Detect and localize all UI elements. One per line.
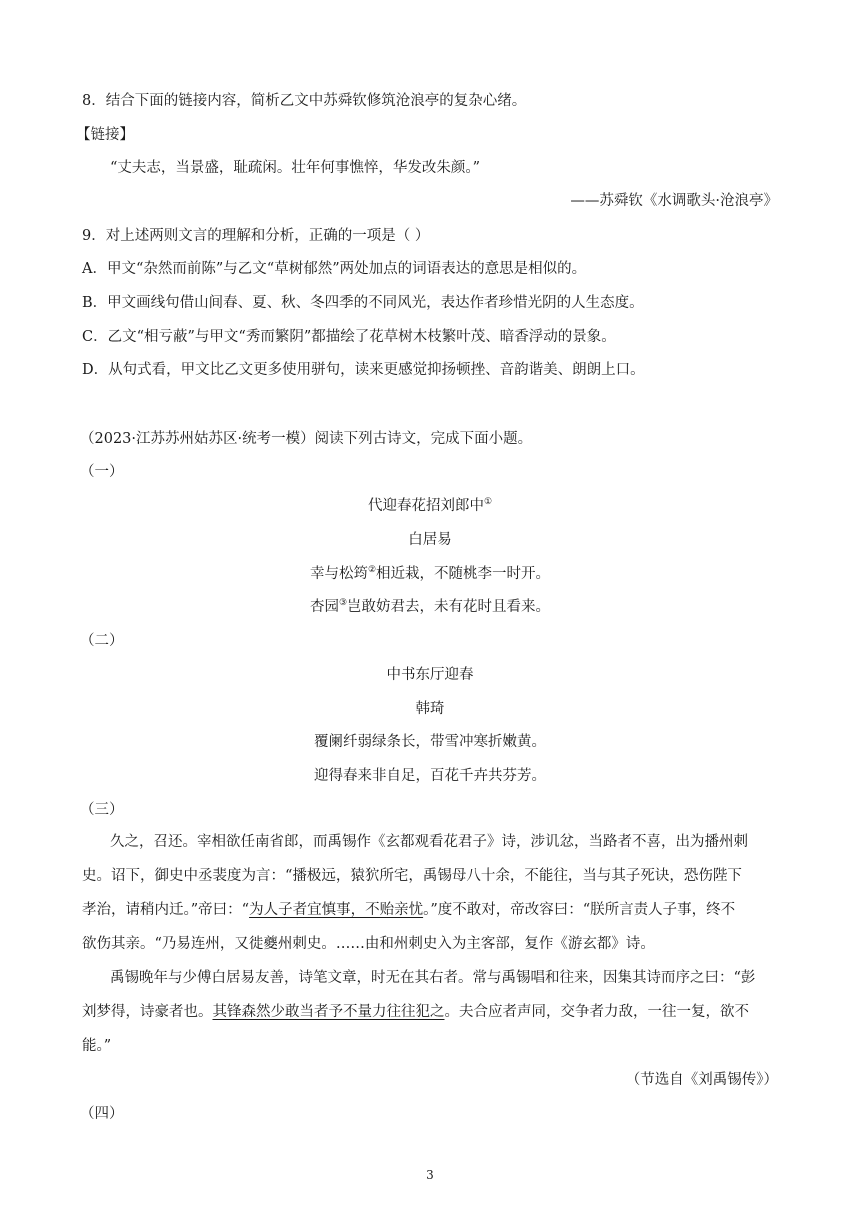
link-source: ——苏舜钦《水调歌头·沧浪亭》 (570, 193, 778, 209)
passage-p1-line-4: 欲伤其亲。“乃易连州，又徙夔州刺史。……由和州刺史入为主客部，复作《游玄都》诗。 (82, 936, 655, 952)
section-intro: （2023·江苏苏州姑苏区·统考一模）阅读下列古诗文，完成下面小题。 (80, 431, 533, 447)
passage-p2-line-3: 能。” (82, 1038, 112, 1054)
poem-1-line-1: 幸与松筠②相近栽，不随桃李一时开。 (309, 565, 551, 582)
link-quote: “丈夫志，当景盛，耻疏闲。壮年何事憔悴，华发改朱颜。” (110, 160, 481, 176)
passage-p1-line-3: 孝治，请稍内迁。”帝曰：“为人子者宜慎事，不贻亲忧。”度不敢对，帝改容曰：“朕所言责人子事，终不 (82, 902, 736, 918)
footnote-marker: ③ (338, 598, 348, 609)
option-b: B．甲文画线句借山间春、夏、秋、冬四季的不同风光，表达作者珍惜光阴的人生态度。 (82, 295, 644, 311)
poem-1-title: 代迎春花招刘郎中① (367, 497, 493, 514)
poem-2-author: 韩琦 (415, 701, 445, 717)
question-8-stem: 8．结合下面的链接内容，简析乙文中苏舜钦修筑沧浪亭的复杂心绪。 (82, 93, 527, 109)
footnote-marker: ② (367, 565, 377, 576)
option-c: C．乙文“相亏蔽”与甲文“秀而繁阴”都描绘了花草树木枝繁叶茂、暗香浮动的景象。 (82, 329, 616, 345)
question-9-stem: 9．对上述两则文言的理解和分析，正确的一项是（ ） (82, 228, 430, 244)
passage-p2-line-2: 刘梦得，诗豪者也。其锋森然少敢当者予不量力往往犯之。夫合应者声同，交争者力敌，一往一复，欲不 (82, 1004, 749, 1020)
link-label: 【链接】 (76, 127, 134, 143)
underlined-sentence: 为人子者宜慎事，不贻亲忧 (249, 902, 424, 918)
page-number: 3 (426, 1168, 434, 1182)
passage-p2-line-1: 禹锡晚年与少傅白居易友善，诗笔文章，时无在其右者。常与禹锡唱和往来，因集其诗而序之曰：“彭 (110, 970, 756, 986)
poem-2-line-1: 覆阑纤弱绿条长，带雪冲寒折嫩黄。 (314, 734, 546, 750)
footnote-marker: ① (483, 497, 493, 508)
poem-2-line-2: 迎得春来非自足，百花千卉共芬芳。 (314, 768, 546, 784)
underlined-sentence: 其锋森然少敢当者予不量力往往犯之 (212, 1004, 445, 1020)
poem-1-line-2: 杏园③岂敢妨君去，未有花时且看来。 (309, 598, 551, 615)
part-4-label: （四） (80, 1106, 124, 1122)
part-1-label: （一） (80, 464, 124, 480)
option-d: D．从句式看，甲文比乙文更多使用骈句，读来更感觉抑扬顿挫、音韵谐美、朗朗上口。 (82, 362, 645, 378)
part-2-label: （二） (80, 633, 124, 649)
passage-source: （节选自《刘禹锡传》） (625, 1072, 778, 1088)
passage-p1-line-2: 史。诏下，御史中丞裴度为言：“播极远，猿狖所宅，禹锡母八十余，不能往，当与其子死诀，恐伤陛下 (82, 868, 742, 884)
poem-1-author: 白居易 (408, 532, 452, 548)
poem-2-title: 中书东厅迎春 (386, 667, 474, 683)
passage-p1-line-1: 久之，召还。宰相欲任南省郎，而禹锡作《玄都观看花君子》诗，涉讥忿，当路者不喜，出为播州刺 (110, 834, 748, 850)
option-a: A．甲文“杂然而前陈”与乙文“草树郁然”两处加点的词语表达的意思是相似的。 (82, 261, 587, 277)
part-3-label: （三） (80, 802, 124, 818)
